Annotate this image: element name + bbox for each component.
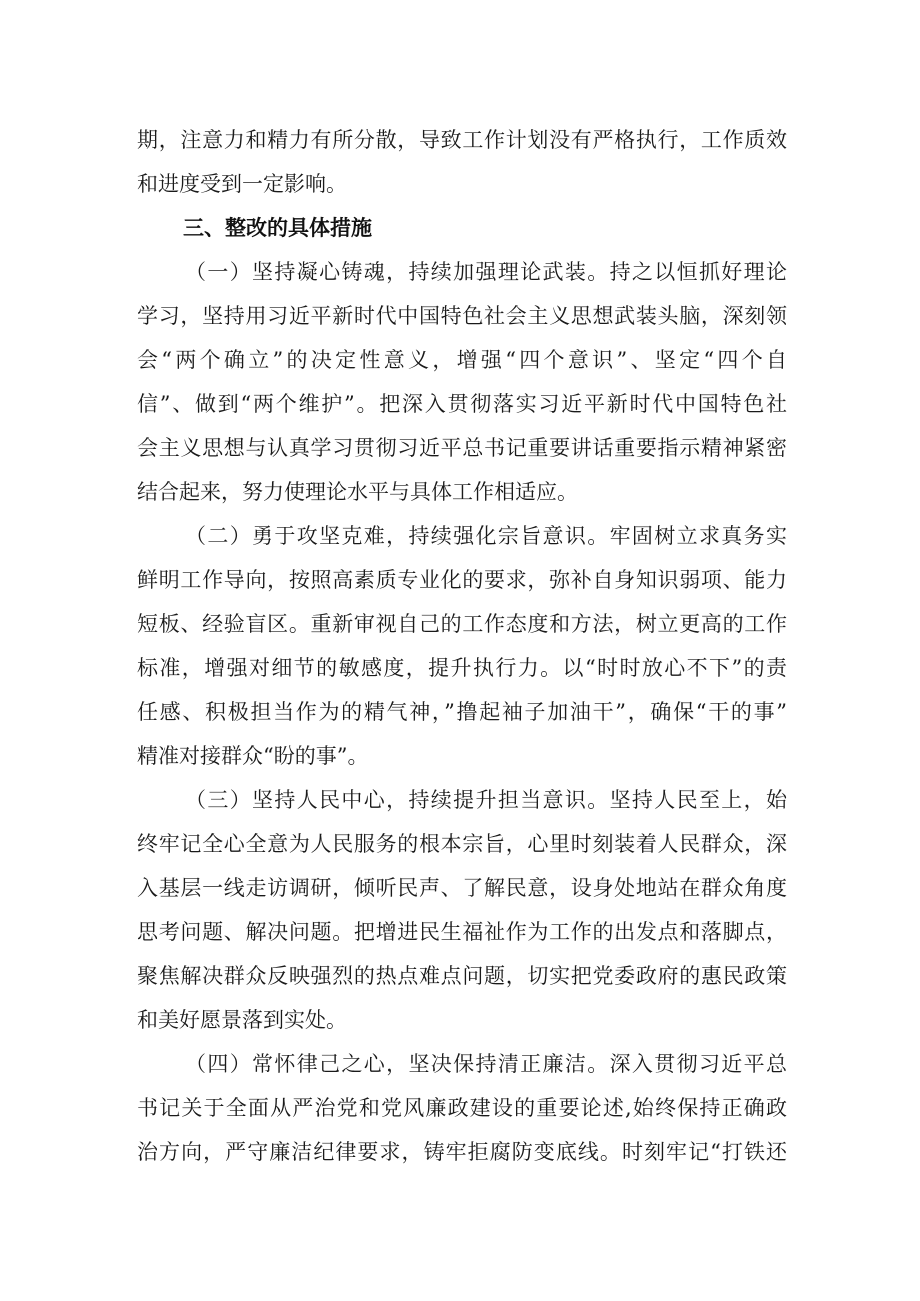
paragraph-3-line-1: （三）坚持人民中心，持续提升担当意识。坚持人民至上，始: [185, 788, 787, 812]
paragraph-4-line-1: （四）常怀律己之心，坚决保持清正廉洁。深入贯彻习近平总: [185, 1052, 787, 1076]
paragraph-1-line-5: 会主义思想与认真学习贯彻习近平总书记重要讲话重要指示精神紧密: [137, 436, 787, 460]
paragraph-1-line-3: 会“两个确立”的决定性意义，增强“四个意识”、坚定“四个自: [137, 348, 787, 372]
continuation-line-2: 和进度受到一定影响。: [137, 172, 347, 196]
paragraph-3-line-2: 终牢记全心全意为人民服务的根本宗旨，心里时刻装着人民群众，深: [137, 832, 787, 856]
paragraph-3-line-4: 思考问题、解决问题。把增进民生福祉作为工作的出发点和落脚点，: [137, 920, 787, 944]
paragraph-1-line-1: （一）坚持凝心铸魂，持续加强理论武装。持之以恒抓好理论: [185, 260, 787, 284]
paragraph-3-line-3: 入基层一线走访调研，倾听民声、了解民意，设身处地站在群众角度: [137, 876, 787, 900]
paragraph-2-line-2: 鲜明工作导向，按照高素质专业化的要求，弥补自身知识弱项、能力: [137, 568, 787, 592]
paragraph-2-line-4: 标准，增强对细节的敏感度，提升执行力。以“时时放心不下”的责: [137, 656, 787, 680]
paragraph-1-line-2: 学习，坚持用习近平新时代中国特色社会主义思想武装头脑，深刻领: [137, 304, 787, 328]
continuation-line-1: 期，注意力和精力有所分散，导致工作计划没有严格执行，工作质效: [137, 128, 787, 152]
paragraph-4-line-3: 治方向，严守廉洁纪律要求，铸牢拒腐防变底线。时刻牢记“打铁还: [137, 1140, 787, 1164]
section-heading: 三、整改的具体措施: [183, 216, 372, 240]
paragraph-3-line-6: 和美好愿景落到实处。: [137, 1008, 347, 1032]
paragraph-2-line-3: 短板、经验盲区。重新审视自己的工作态度和方法，树立更高的工作: [137, 612, 787, 636]
paragraph-2-line-1: （二）勇于攻坚克难，持续强化宗旨意识。牢固树立求真务实: [185, 524, 787, 548]
paragraph-2-line-5: 任感、积极担当作为的精气神，”撸起袖子加油干”，确保“干的事”: [137, 700, 787, 724]
paragraph-1-line-6: 结合起来，努力使理论水平与具体工作相适应。: [137, 480, 578, 504]
paragraph-4-line-2: 书记关于全面从严治党和党风廉政建设的重要论述,始终保持正确政: [137, 1096, 787, 1120]
paragraph-3-line-5: 聚焦解决群众反映强烈的热点难点问题，切实把党委政府的惠民政策: [137, 964, 787, 988]
paragraph-1-line-4: 信”、做到“两个维护”。把深入贯彻落实习近平新时代中国特色社: [137, 392, 787, 416]
paragraph-2-line-6: 精准对接群众“盼的事”。: [137, 744, 369, 768]
